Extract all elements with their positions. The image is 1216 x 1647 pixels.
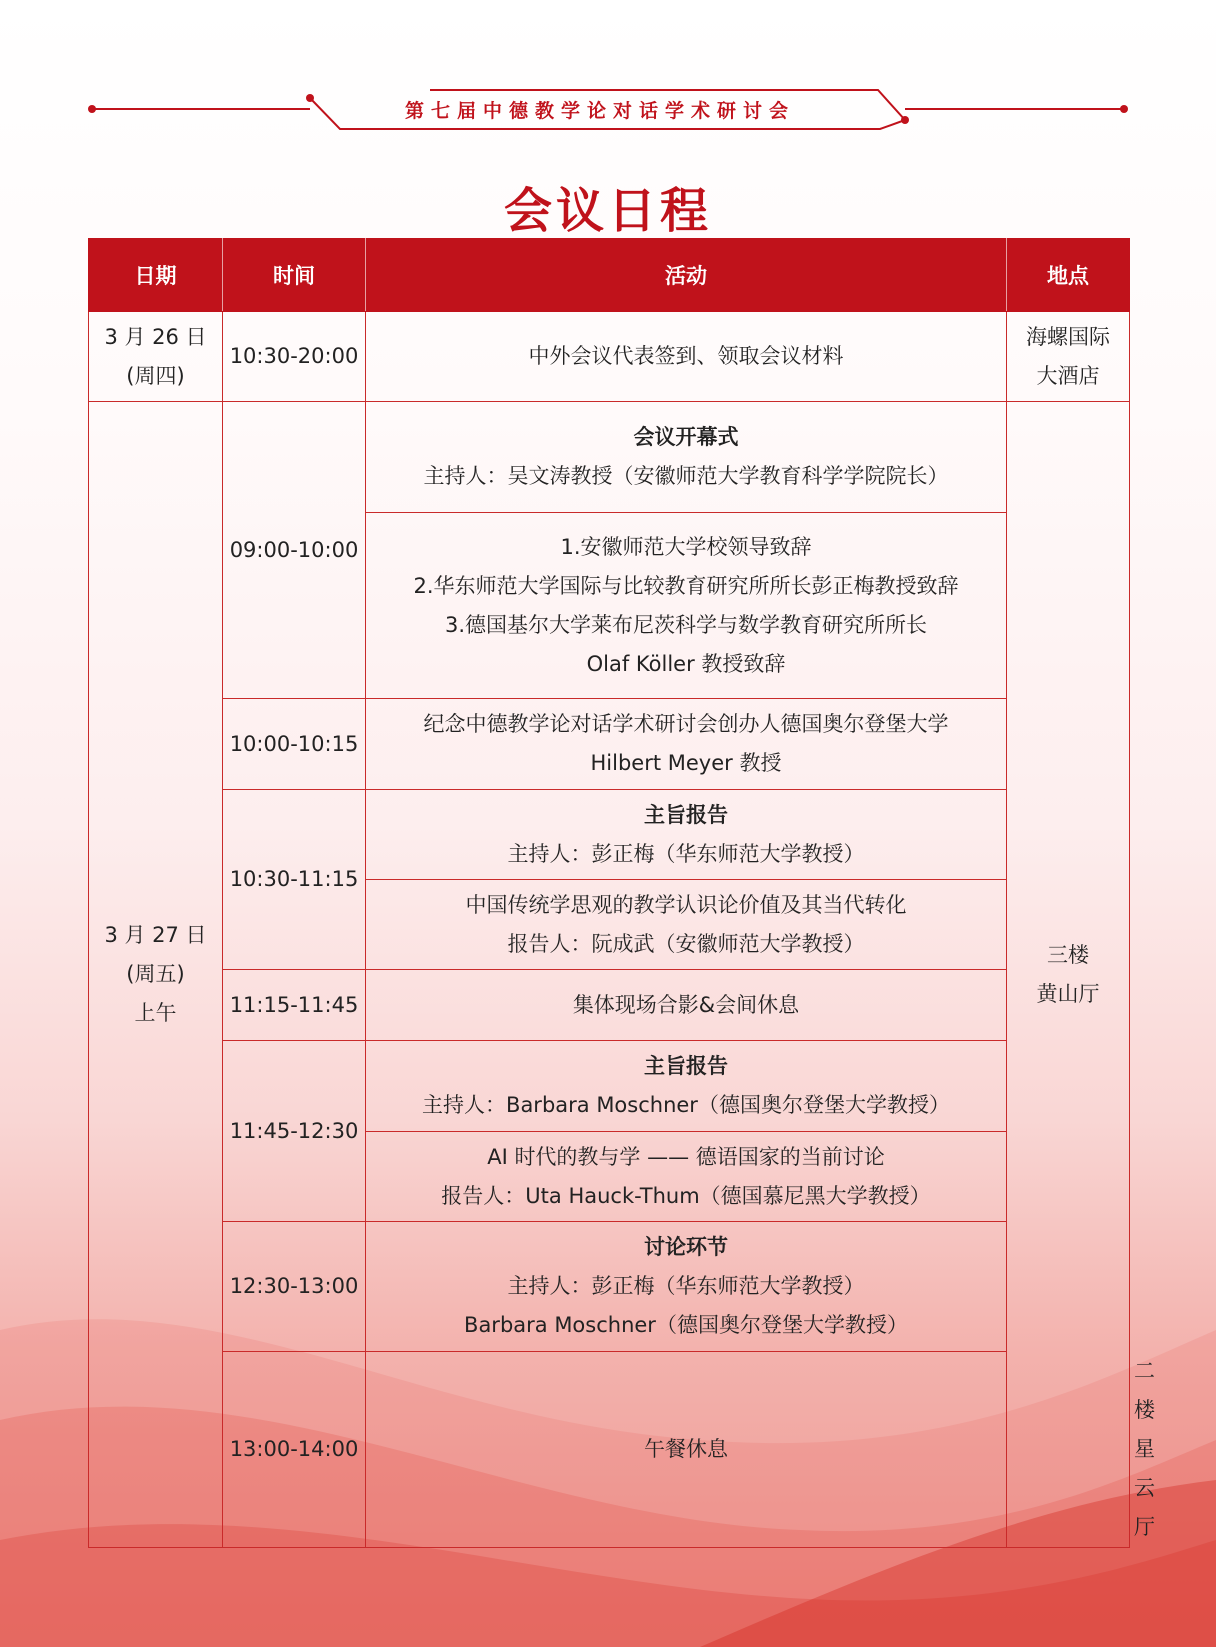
session-title: 讨论环节 xyxy=(644,1235,728,1259)
speech-item: 2.华东师范大学国际与比较教育研究所所长彭正梅教授致辞 xyxy=(413,573,959,598)
table-row xyxy=(89,402,1130,513)
time-cell: 09:00-10:00 xyxy=(223,402,366,699)
table-row: 13:00-14:00 午餐休息 二楼 星云厅 xyxy=(89,1352,1130,1548)
schedule-table xyxy=(88,238,1155,1548)
time-cell: 13:00-14:00 xyxy=(223,1352,366,1548)
activity-cell: 中外会议代表签到、领取会议材料 xyxy=(366,312,1007,402)
table-row xyxy=(89,1222,1130,1352)
activity-cell xyxy=(366,1041,1007,1132)
activity-cell: 集体现场合影&会间休息 xyxy=(366,970,1007,1041)
date-cell-day2 xyxy=(89,402,223,1548)
time-cell: 12:30-13:00 xyxy=(223,1222,366,1352)
talk-title: 中国传统学思观的教学认识论价值及其当代转化 xyxy=(465,892,907,917)
table-row xyxy=(89,312,1130,402)
talk-speaker: 报告人：Uta Hauck-Thum（德国慕尼黑大学教授） xyxy=(441,1183,931,1208)
table-row xyxy=(89,970,1130,1041)
table-row xyxy=(89,790,1130,880)
date-line: 3 月 27 日 xyxy=(104,923,207,947)
header-venue: 地点 xyxy=(1007,239,1130,312)
conference-banner-title: 第七届中德教学论对话学术研讨会 xyxy=(404,100,795,122)
session-host: 主持人：彭正梅（华东师范大学教授） xyxy=(507,1274,865,1298)
venue-line: 三楼 xyxy=(1047,942,1089,967)
activity-cell xyxy=(366,790,1007,880)
header-activity: 活动 xyxy=(366,239,1007,312)
table-header-row xyxy=(89,239,1130,312)
half-day-line: 上午 xyxy=(134,1001,177,1025)
session-host: 主持人：吴文涛教授（安徽师范大学教育科学学院院长） xyxy=(423,464,949,488)
time-cell: 10:00-10:15 xyxy=(223,699,366,790)
activity-cell xyxy=(366,513,1007,699)
header-time: 时间 xyxy=(223,239,366,312)
table-row xyxy=(89,1041,1130,1132)
time-cell: 11:15-11:45 xyxy=(223,970,366,1041)
session-host: 主持人：彭正梅（华东师范大学教授） xyxy=(507,841,865,866)
session-title: 主旨报告 xyxy=(644,802,728,827)
session-title: 会议开幕式 xyxy=(633,425,739,449)
date-cell-day1 xyxy=(89,312,223,402)
activity-cell xyxy=(366,699,1007,790)
speech-item: 1.安徽师范大学校领导致辞 xyxy=(560,534,812,559)
weekday-line: (周五) xyxy=(126,962,185,986)
activity-cell: 午餐休息 xyxy=(366,1352,1007,1548)
venue-line: 海螺国际 xyxy=(1026,324,1110,349)
activity-line: 纪念中德教学论对话学术研讨会创办人德国奥尔登堡大学 xyxy=(423,712,949,736)
venue-cell-day1 xyxy=(1007,312,1130,402)
activity-line: Hilbert Meyer 教授 xyxy=(590,751,782,775)
date-line: 3 月 26 日 xyxy=(104,324,207,349)
talk-speaker: 报告人：阮成武（安徽师范大学教授） xyxy=(507,931,865,956)
header-date: 日期 xyxy=(89,239,223,312)
venue-line: 黄山厅 xyxy=(1036,981,1100,1006)
talk-title: AI 时代的教与学 —— 德语国家的当前讨论 xyxy=(487,1144,885,1169)
activity-cell xyxy=(366,1132,1007,1222)
venue-cell-main xyxy=(1007,402,1130,1548)
time-cell: 11:45-12:30 xyxy=(223,1041,366,1222)
session-participant: Barbara Moschner（德国奥尔登堡大学教授） xyxy=(464,1313,908,1337)
activity-cell xyxy=(366,402,1007,513)
speech-item: Olaf Köller 教授致辞 xyxy=(586,651,786,676)
table-row xyxy=(89,699,1130,790)
speech-item: 3.德国基尔大学莱布尼茨科学与数学教育研究所所长 xyxy=(444,612,928,637)
time-cell: 10:30-20:00 xyxy=(223,312,366,402)
session-host: 主持人：Barbara Moschner（德国奥尔登堡大学教授） xyxy=(422,1093,950,1117)
session-title: 主旨报告 xyxy=(644,1054,728,1078)
activity-cell xyxy=(366,1222,1007,1352)
time-cell: 10:30-11:15 xyxy=(223,790,366,970)
activity-cell xyxy=(366,880,1007,970)
venue-line: 大酒店 xyxy=(1036,363,1100,388)
page-title: 会议日程 xyxy=(503,183,712,239)
weekday-line: (周四) xyxy=(126,363,185,388)
